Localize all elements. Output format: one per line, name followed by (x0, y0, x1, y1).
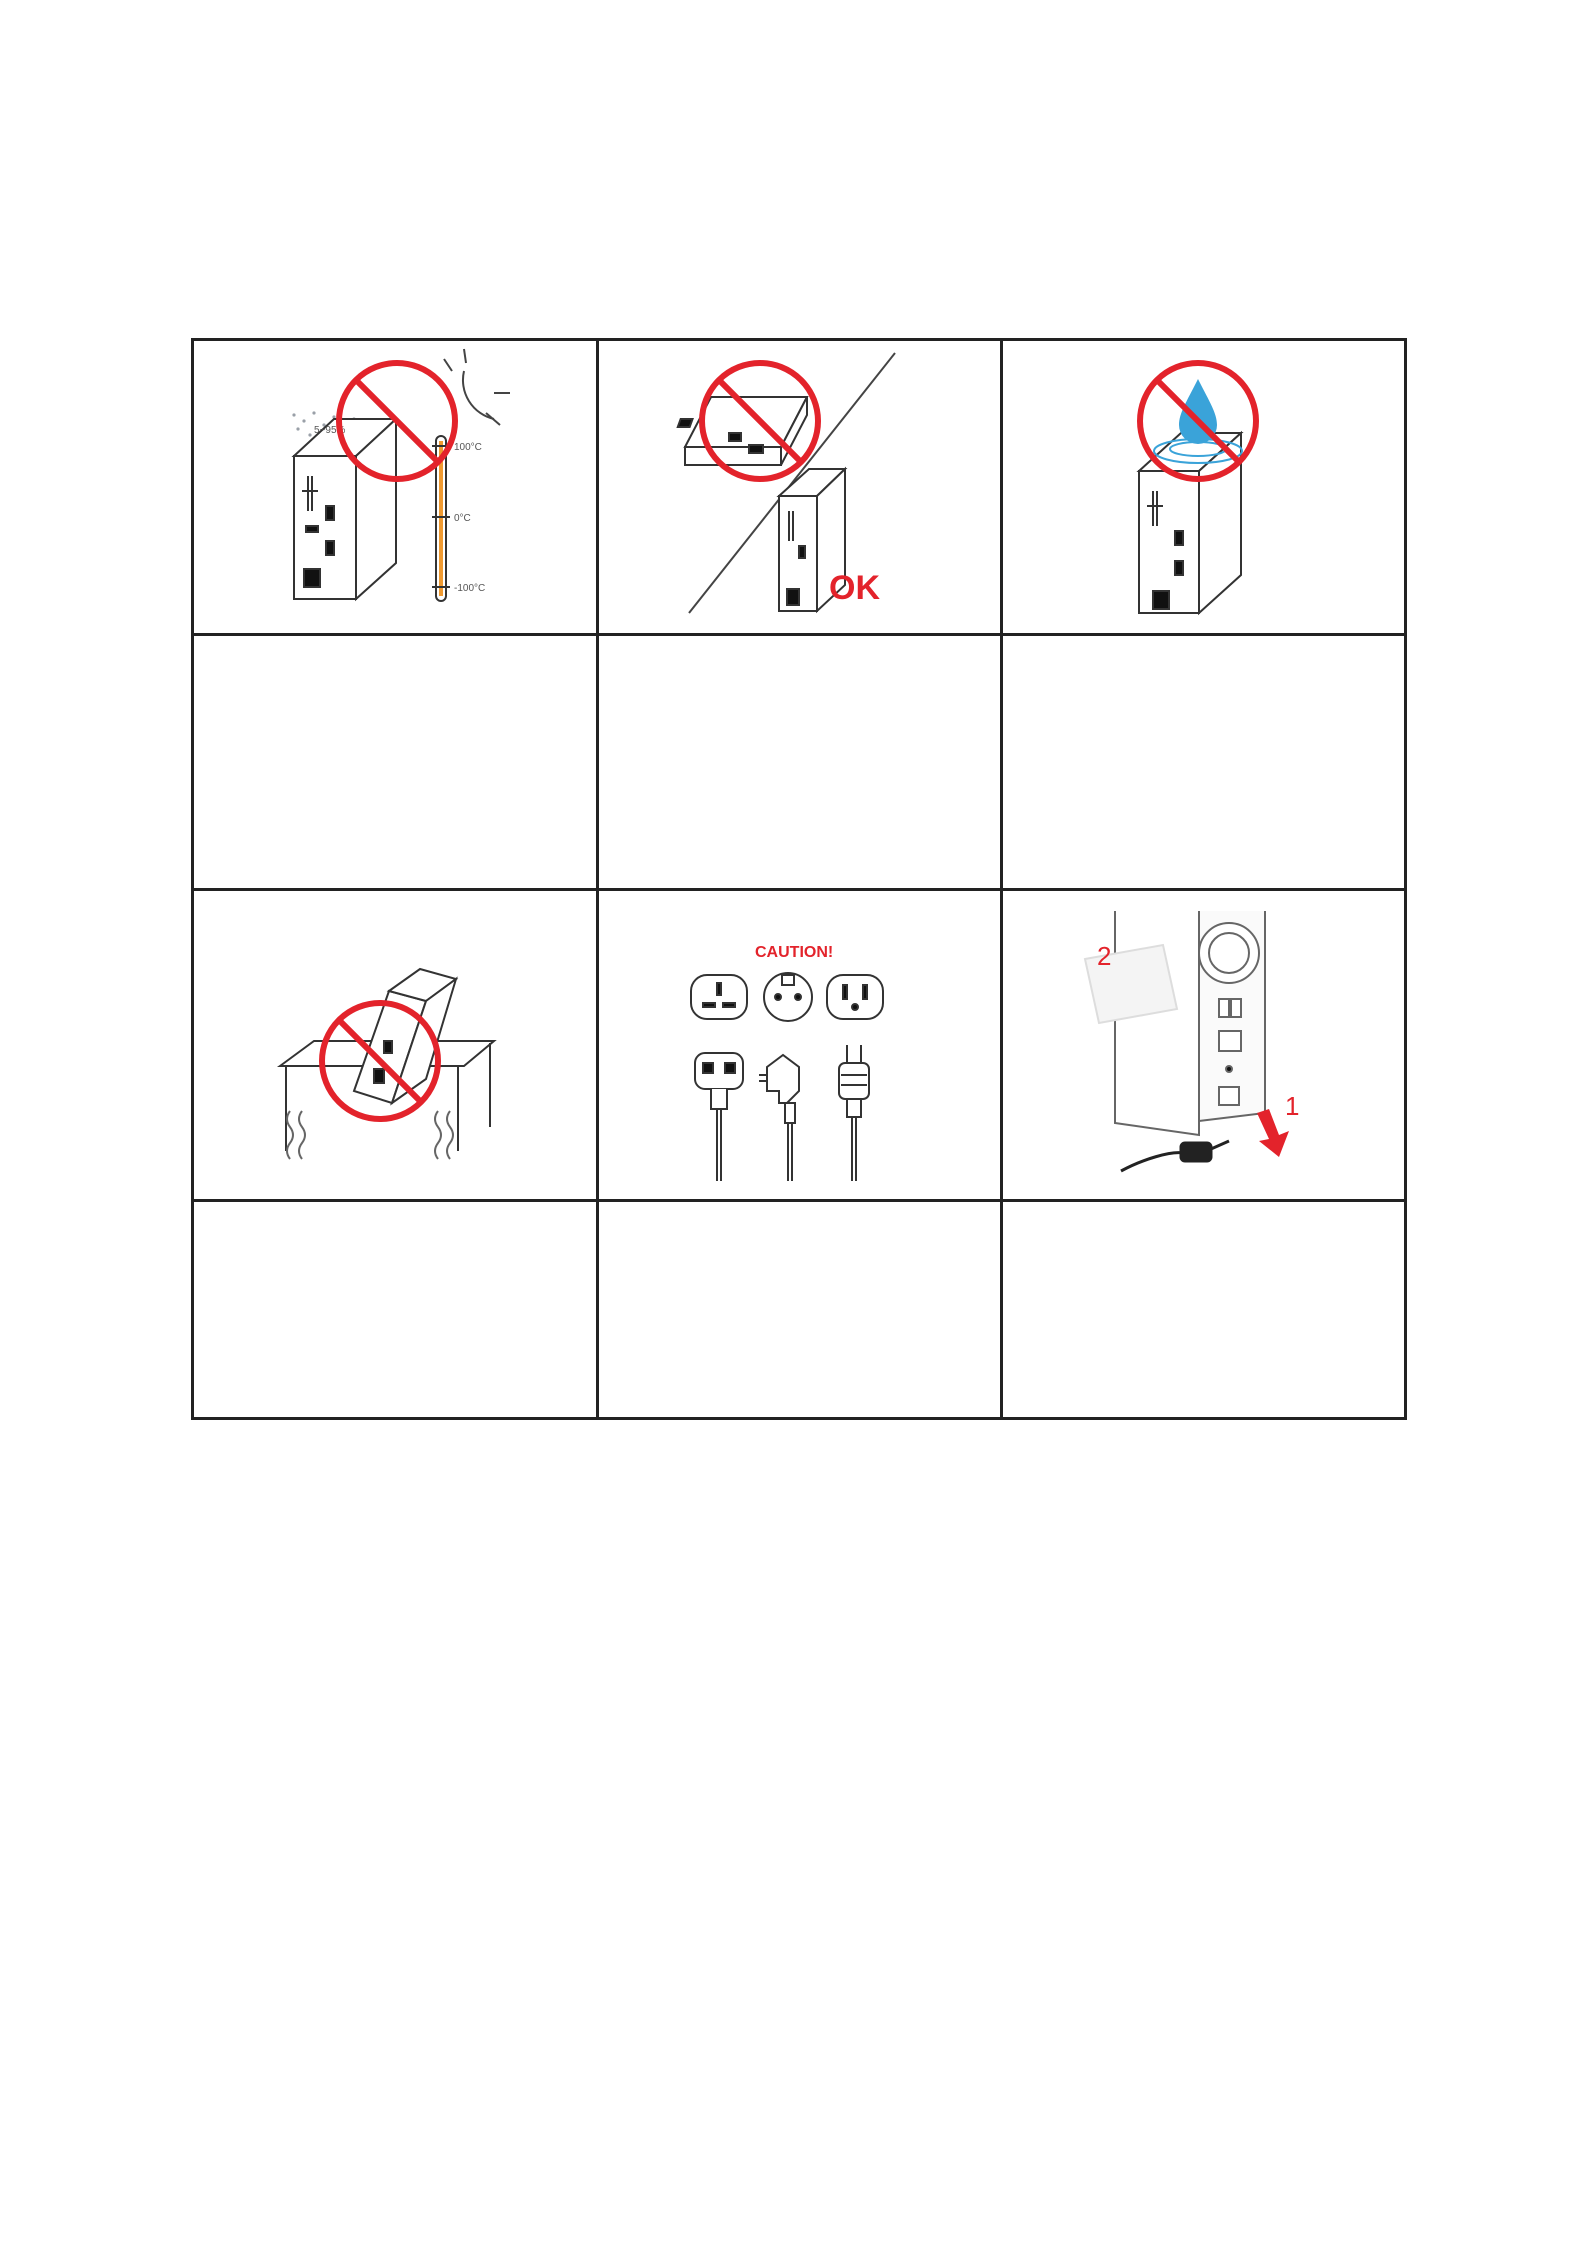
temp-high-label: 100°C (454, 442, 482, 453)
caution-label: CAUTION! (755, 944, 834, 961)
eu-socket-icon (764, 973, 812, 1021)
uk-plug-icon (695, 1053, 743, 1181)
ok-label: OK (829, 569, 880, 607)
text-cell (599, 636, 1000, 888)
text-cell (1003, 1202, 1404, 1417)
text-cell (194, 1202, 596, 1417)
text-cell (194, 636, 596, 888)
temp-low-label: -100°C (454, 583, 486, 594)
panel-no-horizontal-placement (599, 341, 1000, 633)
us-plug-icon (839, 1045, 869, 1181)
panel-plug-types (599, 891, 1000, 1199)
humidity-label: 5~95% (314, 425, 346, 436)
panel-no-vibration (194, 891, 596, 1199)
panel-power-off-order (1003, 891, 1404, 1199)
step-2-label: 2 (1097, 941, 1112, 971)
panel-no-sun-humidity (194, 341, 596, 633)
us-socket-icon (827, 975, 883, 1019)
step-1-label: 1 (1285, 1091, 1300, 1121)
text-cell (599, 1202, 1000, 1417)
panel-no-water (1003, 341, 1404, 633)
uk-socket-icon (691, 975, 747, 1019)
text-cell (1003, 636, 1404, 888)
adapter-icon (1121, 1141, 1229, 1171)
safety-grid (191, 338, 1407, 1420)
eu-plug-icon (759, 1055, 799, 1181)
temp-mid-label: 0°C (454, 513, 471, 524)
device-back-icon (1115, 911, 1265, 1135)
